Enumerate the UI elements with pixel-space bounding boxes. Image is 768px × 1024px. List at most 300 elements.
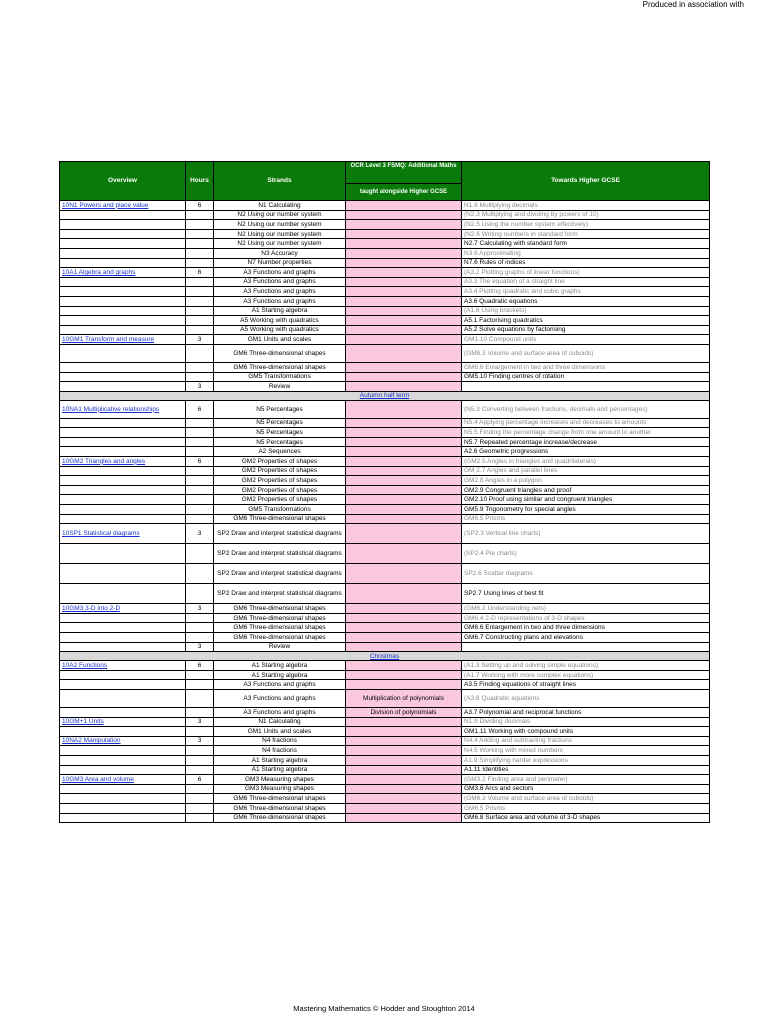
higher-gcse-cell: A5.1 Factorising quadratics: [462, 316, 710, 326]
higher-gcse-cell: A3.6 Quadratic equations: [462, 296, 710, 306]
hours-cell: [186, 344, 214, 362]
strand-cell: GM6 Three-dimensional shapes: [214, 604, 346, 614]
hours-cell: [186, 727, 214, 737]
unit-link[interactable]: 10SP1 Statistical diagrams: [62, 530, 140, 538]
ocr-cell: [346, 775, 462, 785]
ocr-cell: [346, 613, 462, 623]
ocr-cell: [346, 564, 462, 584]
hours-cell: [186, 680, 214, 690]
term-break-label: Christmas: [369, 652, 400, 660]
higher-gcse-cell: GM3.6 Arcs and sectors: [462, 784, 710, 794]
higher-gcse-cell: N7.6 Rules of indices: [462, 258, 710, 268]
overview-cell: [60, 604, 186, 614]
strand-cell: A1 Starting algebra: [214, 765, 346, 775]
hours-cell: 3: [186, 736, 214, 746]
unit-link[interactable]: 10N1 Powers and place value: [62, 201, 149, 209]
overview-cell: [60, 755, 186, 765]
ocr-cell: [346, 604, 462, 614]
table-row: [60, 736, 710, 746]
unit-link[interactable]: 10NA1 Multiplicative relationships: [62, 405, 160, 413]
association-credit: Produced in association with: [642, 0, 744, 9]
hours-cell: [186, 755, 214, 765]
hours-cell: [186, 248, 214, 258]
table-body: [60, 201, 710, 823]
higher-gcse-cell: GM1.10 Compound units: [462, 335, 710, 345]
table-row: [60, 258, 710, 268]
overview-cell: [60, 584, 186, 604]
overview-cell: [60, 220, 186, 230]
table-row: [60, 476, 710, 486]
strand-cell: SP2 Draw and interpret statistical diagrams: [214, 584, 346, 604]
unit-link[interactable]: 10A2 Functions: [62, 661, 108, 669]
hours-cell: [186, 544, 214, 564]
ocr-cell: [346, 210, 462, 220]
higher-gcse-cell: GM 2.7 Angles and parallel lines: [462, 466, 710, 476]
higher-gcse-cell: GM6.6 Enlargement in two and three dimensions: [462, 623, 710, 633]
table-row: [60, 613, 710, 623]
overview-cell: [60, 524, 186, 544]
higher-gcse-cell: GM6.8 Surface area and volume of 3-D shapes: [462, 813, 710, 823]
ocr-cell: [346, 400, 462, 418]
ocr-cell: [346, 229, 462, 239]
table-row: [60, 306, 710, 316]
ocr-cell: [346, 476, 462, 486]
hours-cell: 3: [186, 717, 214, 727]
table-row: [60, 466, 710, 476]
unit-link[interactable]: 10NA2 Manipulation: [62, 737, 121, 745]
ocr-cell: [346, 514, 462, 524]
higher-gcse-cell: A3.4 Plotting quadratic and cubic graphs: [462, 287, 710, 297]
overview-cell: [60, 296, 186, 306]
higher-gcse-cell: (N5.3 Converting between fractions, decimals and percentages): [462, 400, 710, 418]
table-row: [60, 239, 710, 249]
hours-cell: 6: [186, 268, 214, 278]
ocr-cell: [346, 418, 462, 428]
overview-cell: [60, 736, 186, 746]
overview-cell: [60, 765, 186, 775]
hours-cell: 3: [186, 604, 214, 614]
hours-cell: [186, 287, 214, 297]
higher-gcse-cell: (A1.7 Working with more complex equations): [462, 670, 710, 680]
table-row: [60, 746, 710, 756]
ocr-cell: Division of polynomials: [346, 707, 462, 717]
strand-cell: A5 Working with quadratics: [214, 316, 346, 326]
hours-cell: [186, 633, 214, 643]
table-row: [60, 514, 710, 524]
table-row: [60, 584, 710, 604]
strand-cell: A5 Working with quadratics: [214, 325, 346, 335]
strand-cell: A3 Functions and graphs: [214, 287, 346, 297]
overview-cell: [60, 670, 186, 680]
ocr-cell: [346, 623, 462, 633]
hours-cell: [186, 584, 214, 604]
ocr-cell: [346, 335, 462, 345]
higher-gcse-cell: (A1.6 Using brackets): [462, 306, 710, 316]
strand-cell: N1 Calculating: [214, 201, 346, 211]
table-row: [60, 670, 710, 680]
hours-cell: [186, 476, 214, 486]
hours-cell: [186, 623, 214, 633]
higher-gcse-cell: GM5.10 Finding centres of rotation: [462, 372, 710, 382]
table-row: [60, 544, 710, 564]
overview-cell: [60, 201, 186, 211]
ocr-cell: [346, 736, 462, 746]
ocr-cell: [346, 201, 462, 211]
higher-gcse-cell: N4.4 Adding and subtracting fractions: [462, 736, 710, 746]
strand-cell: GM5 Transformations: [214, 372, 346, 382]
table-row: [60, 765, 710, 775]
overview-cell: [60, 803, 186, 813]
overview-cell: [60, 476, 186, 486]
table-row: [60, 755, 710, 765]
strand-cell: GM2 Properties of shapes: [214, 466, 346, 476]
strand-cell: GM3 Measuring shapes: [214, 784, 346, 794]
ocr-cell: [346, 239, 462, 249]
footer-copyright: Mastering Mathematics © Hodder and Stoughton 2014: [293, 1004, 475, 1013]
table-row: [60, 201, 710, 211]
ocr-cell: [346, 495, 462, 505]
overview-cell: [60, 466, 186, 476]
ocr-cell: [346, 296, 462, 306]
higher-gcse-cell: (GM6.2 Understanding nets): [462, 604, 710, 614]
hours-cell: 3: [186, 382, 214, 392]
ocr-cell: [346, 306, 462, 316]
ocr-cell: [346, 457, 462, 467]
overview-cell: [60, 248, 186, 258]
strand-cell: GM6 Three-dimensional shapes: [214, 362, 346, 372]
higher-gcse-cell: (GM2.5 Angles in triangles and quadrilaterals): [462, 457, 710, 467]
hours-cell: 6: [186, 775, 214, 785]
higher-gcse-cell: (A3.6 Quadratic equations: [462, 689, 710, 707]
table-row: [60, 623, 710, 633]
ocr-cell: [346, 325, 462, 335]
table-row: [60, 220, 710, 230]
higher-gcse-cell: N1.8 Multiplying decimals: [462, 201, 710, 211]
ocr-cell: [346, 344, 462, 362]
strand-cell: N4 fractions: [214, 746, 346, 756]
unit-link[interactable]: 10GM1 Transform and measure: [62, 336, 155, 344]
hours-cell: [186, 220, 214, 230]
overview-cell: [60, 564, 186, 584]
table-row: [60, 248, 710, 258]
table-row: [60, 505, 710, 515]
overview-cell: [60, 794, 186, 804]
table-row: [60, 277, 710, 287]
higher-gcse-cell: GM2.9 Congruent triangles and proof: [462, 485, 710, 495]
ocr-cell: [346, 447, 462, 457]
hours-cell: [186, 447, 214, 457]
ocr-cell: [346, 524, 462, 544]
overview-cell: [60, 623, 186, 633]
ocr-cell: [346, 717, 462, 727]
table-row: [60, 564, 710, 584]
higher-gcse-cell: A5.2 Solve equations by factorising: [462, 325, 710, 335]
ocr-cell: [346, 382, 462, 392]
overview-cell: [60, 544, 186, 564]
higher-gcse-cell: (SP2.3 Vertical line charts): [462, 524, 710, 544]
higher-gcse-cell: (GM3.2 Finding area and perimeter): [462, 775, 710, 785]
ocr-cell: [346, 544, 462, 564]
strand-cell: A1 Starting algebra: [214, 670, 346, 680]
strand-cell: GM6 Three-dimensional shapes: [214, 813, 346, 823]
overview-cell: [60, 400, 186, 418]
hours-cell: [186, 316, 214, 326]
hours-cell: [186, 495, 214, 505]
overview-cell: [60, 325, 186, 335]
strand-cell: A3 Functions and graphs: [214, 296, 346, 306]
higher-gcse-cell: GM6.4 2-D representations of 3-D shapes: [462, 613, 710, 623]
table-row: [60, 372, 710, 382]
overview-cell: [60, 210, 186, 220]
table-row: [60, 210, 710, 220]
table-row: [60, 775, 710, 785]
table-row: [60, 229, 710, 239]
table-row: [60, 661, 710, 671]
ocr-cell: [346, 485, 462, 495]
hours-cell: [186, 258, 214, 268]
ocr-cell: [346, 784, 462, 794]
hours-cell: [186, 325, 214, 335]
higher-gcse-cell: GM2.8 Angles in a polygon: [462, 476, 710, 486]
ocr-cell: [346, 505, 462, 515]
hours-cell: [186, 613, 214, 623]
hours-cell: 3: [186, 335, 214, 345]
table-row: [60, 325, 710, 335]
strand-cell: N5 Percentages: [214, 428, 346, 438]
table-row: [60, 784, 710, 794]
overview-cell: [60, 229, 186, 239]
higher-gcse-cell: (A3.2 Plotting graphs of linear functions): [462, 268, 710, 278]
hours-cell: [186, 485, 214, 495]
overview-cell: [60, 437, 186, 447]
strand-cell: N5 Percentages: [214, 418, 346, 428]
ocr-cell: [346, 661, 462, 671]
higher-gcse-cell: (N2.6 Writing numbers in standard form: [462, 229, 710, 239]
strand-cell: GM5 Transformations: [214, 505, 346, 515]
table-row: [60, 495, 710, 505]
higher-gcse-cell: (A1.3 Setting up and solving simple equations): [462, 661, 710, 671]
ocr-cell: [346, 680, 462, 690]
higher-gcse-cell: N5.4 Applying percentage increases and decreases to amounts: [462, 418, 710, 428]
strand-cell: GM6 Three-dimensional shapes: [214, 794, 346, 804]
strand-cell: A1 Starting algebra: [214, 661, 346, 671]
overview-cell: [60, 495, 186, 505]
strand-cell: A3 Functions and graphs: [214, 680, 346, 690]
table-row: [60, 362, 710, 372]
higher-gcse-cell: GM6.5 Prisms: [462, 514, 710, 524]
ocr-cell: [346, 428, 462, 438]
overview-cell: [60, 746, 186, 756]
unit-link[interactable]: 10GM2 Triangles and angles: [62, 457, 146, 465]
table-row: [60, 428, 710, 438]
overview-cell: [60, 784, 186, 794]
overview-cell: [60, 707, 186, 717]
term-break-cell: [60, 391, 710, 400]
higher-gcse-cell: N2.7 Calculating with standard form: [462, 239, 710, 249]
hours-cell: [186, 372, 214, 382]
ocr-cell: [346, 813, 462, 823]
unit-link[interactable]: 10GM3 3-D into 2-D: [62, 604, 121, 612]
strand-cell: A3 Functions and graphs: [214, 689, 346, 707]
strand-cell: SP2 Draw and interpret statistical diagrams: [214, 544, 346, 564]
higher-gcse-cell: A3.7 Polynomial and reciprocal functions: [462, 707, 710, 717]
strand-cell: A3 Functions and graphs: [214, 277, 346, 287]
higher-gcse-cell: N4.5 Working with mixed numbers: [462, 746, 710, 756]
overview-cell: [60, 428, 186, 438]
ocr-cell: [346, 670, 462, 680]
hours-cell: [186, 670, 214, 680]
strand-cell: GM2 Properties of shapes: [214, 457, 346, 467]
strand-cell: N5 Percentages: [214, 400, 346, 418]
ocr-cell: [346, 584, 462, 604]
table-row: [60, 604, 710, 614]
ocr-cell: [346, 287, 462, 297]
term-break-row: [60, 391, 710, 400]
hours-cell: [186, 707, 214, 717]
hours-cell: 3: [186, 642, 214, 652]
strand-cell: GM2 Properties of shapes: [214, 485, 346, 495]
hours-cell: [186, 505, 214, 515]
hours-cell: [186, 784, 214, 794]
strand-cell: GM1 Units and scales: [214, 727, 346, 737]
ocr-cell: [346, 362, 462, 372]
table-row: [60, 485, 710, 495]
hours-cell: [186, 418, 214, 428]
ocr-cell: [346, 755, 462, 765]
strand-cell: GM2 Properties of shapes: [214, 476, 346, 486]
hours-cell: 3: [186, 524, 214, 544]
unit-link[interactable]: 10A1 Algebra and graphs: [62, 268, 136, 276]
table-row: [60, 287, 710, 297]
ocr-cell: [346, 642, 462, 652]
hours-cell: [186, 306, 214, 316]
hours-cell: [186, 437, 214, 447]
table-row: [60, 717, 710, 727]
higher-gcse-cell: GM2.10 Proof using similar and congruent triangles: [462, 495, 710, 505]
overview-cell: [60, 418, 186, 428]
ocr-subheader: taught alongside Higher GCSE: [346, 184, 462, 201]
table-row: [60, 268, 710, 278]
overview-cell: [60, 287, 186, 297]
overview-cell: [60, 727, 186, 737]
strand-cell: GM3 Measuring shapes: [214, 775, 346, 785]
higher-gcse-cell: [462, 642, 710, 652]
overview-cell: [60, 485, 186, 495]
strand-cell: Review: [214, 382, 346, 392]
hours-cell: [186, 229, 214, 239]
strand-cell: GM6 Three-dimensional shapes: [214, 613, 346, 623]
table-row: [60, 794, 710, 804]
strand-cell: A1 Starting algebra: [214, 306, 346, 316]
strand-cell: N4 fractions: [214, 736, 346, 746]
table-row: [60, 642, 710, 652]
table-row: [60, 680, 710, 690]
strand-cell: N2 Using our number system: [214, 229, 346, 239]
strand-cell: N3 Accuracy: [214, 248, 346, 258]
ocr-cell: [346, 258, 462, 268]
overview-cell: [60, 447, 186, 457]
overview-cell: [60, 613, 186, 623]
overview-cell: [60, 344, 186, 362]
strand-cell: SP2 Draw and interpret statistical diagrams: [214, 564, 346, 584]
overview-cell: [60, 335, 186, 345]
higher-gcse-cell: GM6.6 Enlargement in two and three dimensions: [462, 362, 710, 372]
hours-cell: [186, 277, 214, 287]
overview-cell: [60, 680, 186, 690]
unit-link[interactable]: 10GM3 Area and volume: [62, 775, 134, 783]
strand-cell: N2 Using our number system: [214, 239, 346, 249]
table-row: [60, 633, 710, 643]
hours-cell: [186, 564, 214, 584]
ocr-cell: [346, 316, 462, 326]
term-break-row: [60, 652, 710, 661]
higher-gcse-cell: N1.9 Dividing decimals: [462, 717, 710, 727]
table-row: [60, 727, 710, 737]
ocr-cell: [346, 437, 462, 447]
hours-cell: 6: [186, 661, 214, 671]
ocr-cell: [346, 794, 462, 804]
ocr-cell: [346, 633, 462, 643]
higher-gcse-cell: N3.6 Approximating: [462, 248, 710, 258]
higher-gcse-cell: GM6.7 Constructing plans and elevations: [462, 633, 710, 643]
ocr-header: OCR Level 3 FSMQ: Additional Maths: [346, 162, 462, 184]
overview-cell: [60, 316, 186, 326]
table-row: [60, 335, 710, 345]
strand-cell: GM1 Units and scales: [214, 335, 346, 345]
higher-gcse-cell: (GM6.3 Volume and surface area of cuboids): [462, 794, 710, 804]
hours-cell: [186, 362, 214, 372]
hours-cell: 6: [186, 400, 214, 418]
hours-cell: 6: [186, 201, 214, 211]
table-row: [60, 524, 710, 544]
overview-cell: [60, 775, 186, 785]
strand-cell: N1 Calculating: [214, 717, 346, 727]
ocr-cell: [346, 372, 462, 382]
hours-cell: [186, 794, 214, 804]
overview-cell: [60, 514, 186, 524]
ocr-cell: [346, 466, 462, 476]
overview-cell: [60, 689, 186, 707]
ocr-cell: [346, 765, 462, 775]
table-row: [60, 296, 710, 306]
strand-cell: N2 Using our number system: [214, 220, 346, 230]
ocr-cell: [346, 803, 462, 813]
higher-gcse-cell: (N2.5 Using the number system effectively): [462, 220, 710, 230]
overview-cell: [60, 642, 186, 652]
higher-gcse-cell: GM1.11 Working with compound units: [462, 727, 710, 737]
hours-cell: [186, 689, 214, 707]
overview-cell: [60, 268, 186, 278]
ocr-cell: Multiplication of polynomials: [346, 689, 462, 707]
overview-cell: [60, 661, 186, 671]
hours-cell: [186, 466, 214, 476]
strand-cell: SP2 Draw and interpret statistical diagrams: [214, 524, 346, 544]
hours-cell: [186, 765, 214, 775]
hours-header: Hours: [186, 162, 214, 201]
towards-higher-header: Towards Higher GCSE: [462, 162, 710, 201]
strand-cell: GM2 Properties of shapes: [214, 495, 346, 505]
hours-cell: [186, 239, 214, 249]
hours-cell: [186, 514, 214, 524]
ocr-cell: [346, 746, 462, 756]
scheme-of-work-table: [59, 161, 710, 823]
strand-cell: GM6 Three-dimensional shapes: [214, 514, 346, 524]
unit-link[interactable]: 10GM+1 Units: [62, 718, 104, 726]
strand-cell: N5 Percentages: [214, 437, 346, 447]
overview-cell: [60, 382, 186, 392]
strand-cell: A3 Functions and graphs: [214, 707, 346, 717]
overview-cell: [60, 277, 186, 287]
